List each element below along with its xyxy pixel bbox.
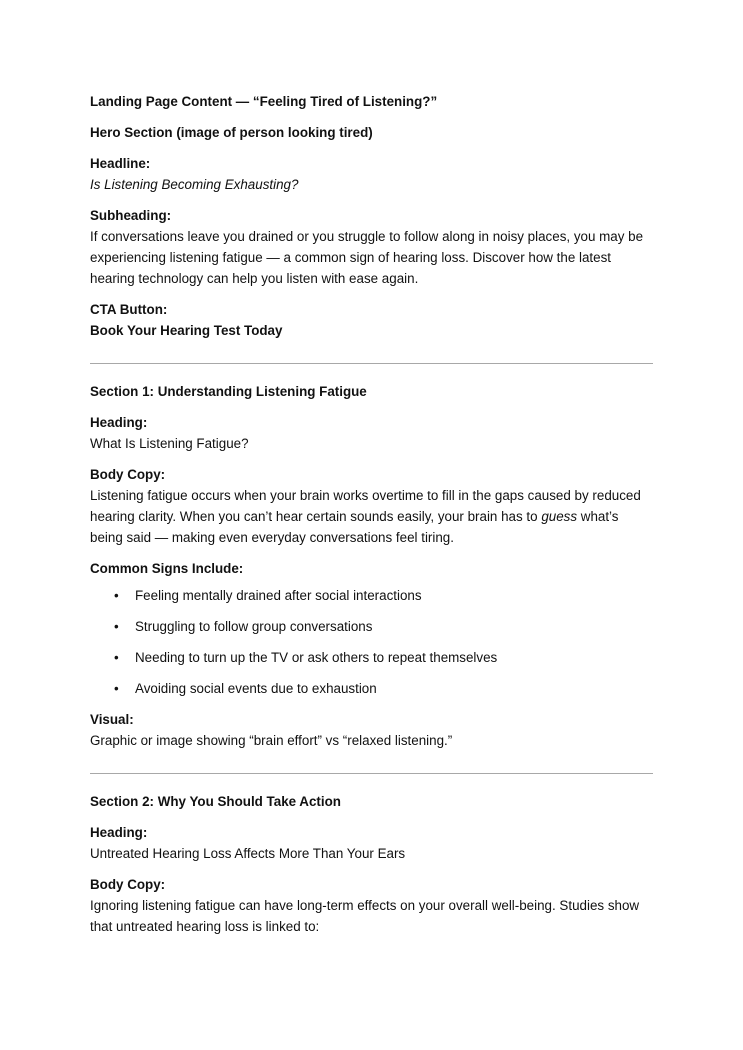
headline-label: Headline: <box>90 156 151 171</box>
bullet-icon: • <box>114 681 119 696</box>
list-item <box>90 616 653 637</box>
section-divider <box>90 363 653 364</box>
section1-heading-text: What Is Listening Fatigue? <box>90 436 249 451</box>
section2-heading-label: Heading: <box>90 825 148 840</box>
bullet-icon: • <box>114 650 119 665</box>
common-signs-label: Common Signs Include: <box>90 561 244 576</box>
subheading-label: Subheading: <box>90 208 172 223</box>
headline-text: Is Listening Becoming Exhausting? <box>90 177 299 192</box>
subheading-text: If conversations leave you drained or you struggle to follow along in noisy places, you may be experiencing listening fatigue — a common sign of hearing loss. Discover how the latest hearing technology can help you listen with ease again. <box>90 229 644 286</box>
section2-heading-text: Untreated Hearing Loss Affects More Than Your Ears <box>90 846 406 861</box>
section2-body-label: Body Copy: <box>90 877 166 892</box>
list-item <box>90 678 653 699</box>
document-page <box>90 91 653 937</box>
bullet-icon: • <box>114 588 119 603</box>
list-item-text: Needing to turn up the TV or ask others to repeat themselves <box>135 650 498 665</box>
list-item <box>90 585 653 606</box>
list-item-text: Feeling mentally drained after social interactions <box>135 588 422 603</box>
section1-title: Section 1: Understanding Listening Fatigue <box>90 384 367 399</box>
section2-title: Section 2: Why You Should Take Action <box>90 794 341 809</box>
common-signs-list <box>90 585 653 699</box>
section1-body-label: Body Copy: <box>90 467 166 482</box>
list-item-text: Avoiding social events due to exhaustion <box>135 681 377 696</box>
cta-text: Book Your Hearing Test Today <box>90 323 283 338</box>
list-item <box>90 647 653 668</box>
document-title: Landing Page Content — “Feeling Tired of Listening?” <box>90 94 438 109</box>
visual-label: Visual: <box>90 712 134 727</box>
section2-body-text: Ignoring listening fatigue can have long-term effects on your overall well-being. Studies show that untreated hearing loss is linked to: <box>90 898 640 934</box>
body-text-emphasis: guess <box>541 509 578 524</box>
body-text-part: what’s being said — making even everyday conversations feel tiring. <box>90 509 619 545</box>
section-divider <box>90 773 653 774</box>
list-item-text: Struggling to follow group conversations <box>135 619 373 634</box>
section1-heading-label: Heading: <box>90 415 148 430</box>
body-text-part: Listening fatigue occurs when your brain works overtime to fill in the gaps caused by reduced hearing clarity. When you can’t hear certain sounds easily, your brain has to <box>90 488 641 524</box>
cta-label: CTA Button: <box>90 302 168 317</box>
hero-section-label: Hero Section (image of person looking tired) <box>90 125 373 140</box>
visual-text: Graphic or image showing “brain effort” vs “relaxed listening.” <box>90 733 453 748</box>
section1-body-text <box>90 485 653 548</box>
bullet-icon: • <box>114 619 119 634</box>
